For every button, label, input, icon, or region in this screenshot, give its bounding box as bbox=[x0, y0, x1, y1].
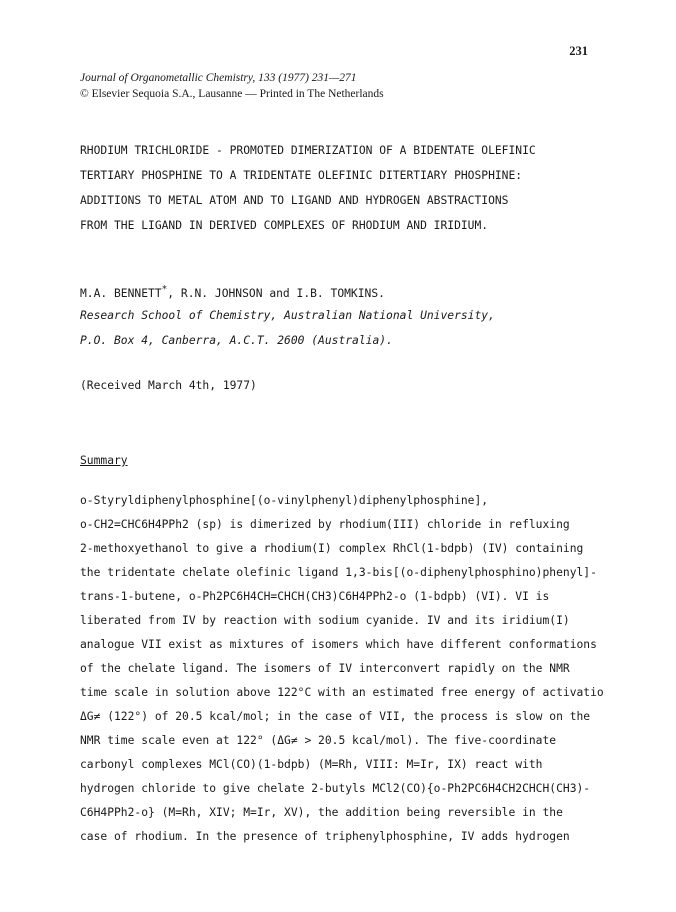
summary-line: the tridentate chelate olefinic ligand 1,3-bis[(o-diphenylphosphino)phenyl]- bbox=[80, 566, 597, 579]
affiliation-line-2: P.O. Box 4, Canberra, A.C.T. 2600 (Australia). bbox=[80, 334, 393, 347]
summary-line: C6H4PPh2-o} (M=Rh, XIV; M=Ir, XV), the addition being reversible in the bbox=[80, 806, 563, 819]
summary-line: NMR time scale even at 122° (ΔG≠ > 20.5 kcal/mol). The five-coordinate bbox=[80, 734, 557, 747]
summary-line: 2-methoxyethanol to give a rhodium(I) complex RhCl(1-bdpb) (IV) containing bbox=[80, 542, 584, 555]
title-line-4: FROM THE LIGAND IN DERIVED COMPLEXES OF RHODIUM AND IRIDIUM. bbox=[80, 219, 489, 232]
copyright-line: © Elsevier Sequoia S.A., Lausanne — Printed in The Netherlands bbox=[80, 88, 384, 100]
title-line-1: RHODIUM TRICHLORIDE - PROMOTED DIMERIZATION OF A BIDENTATE OLEFINIC bbox=[80, 144, 536, 157]
title-line-2: TERTIARY PHOSPHINE TO A TRIDENTATE OLEFINIC DITERTIARY PHOSPHINE: bbox=[80, 169, 523, 182]
summary-line: of the chelate ligand. The isomers of IV interconvert rapidly on the NMR bbox=[80, 662, 570, 675]
summary-line: ΔG≠ (122°) of 20.5 kcal/mol; in the case of VII, the process is slow on the bbox=[80, 710, 591, 723]
author-list bbox=[80, 284, 385, 300]
summary-line: time scale in solution above 122°C with an estimated free energy of activatio bbox=[80, 686, 604, 699]
summary-line: o-Styryldiphenylphosphine[(o-vinylphenyl)diphenylphosphine], bbox=[80, 494, 489, 507]
title-line-3: ADDITIONS TO METAL ATOM AND TO LIGAND AND HYDROGEN ABSTRACTIONS bbox=[80, 194, 509, 207]
page-number: 231 bbox=[569, 44, 588, 58]
received-date: (Received March 4th, 1977) bbox=[80, 379, 257, 392]
summary-line: trans-1-butene, o-Ph2PC6H4CH=CHCH(CH3)C6H4PPh2-o (1-bdpb) (VI). VI is bbox=[80, 590, 550, 603]
author-first: M.A. BENNETT bbox=[80, 286, 162, 300]
author-rest: , R.N. JOHNSON and I.B. TOMKINS. bbox=[167, 286, 385, 300]
affiliation-line-1: Research School of Chemistry, Australian National University, bbox=[80, 309, 495, 322]
summary-line: o-CH2=CHC6H4PPh2 (sp) is dimerized by rhodium(III) chloride in refluxing bbox=[80, 518, 570, 531]
summary-line: analogue VII exist as mixtures of isomers which have different conformations bbox=[80, 638, 597, 651]
summary-line: case of rhodium. In the presence of triphenylphosphine, IV adds hydrogen bbox=[80, 830, 570, 843]
summary-line: liberated from IV by reaction with sodium cyanide. IV and its iridium(I) bbox=[80, 614, 570, 627]
journal-citation: Journal of Organometallic Chemistry, 133 (1977) 231—271 bbox=[80, 72, 357, 84]
summary-heading: Summary bbox=[80, 454, 128, 467]
summary-line: hydrogen chloride to give chelate 2-butyls MCl2(CO){o-Ph2PC6H4CH2CHCH(CH3)- bbox=[80, 782, 591, 795]
summary-line: carbonyl complexes MCl(CO)(1-bdpb) (M=Rh, VIII: M=Ir, IX) react with bbox=[80, 758, 543, 771]
corresponding-author-mark: * bbox=[161, 284, 168, 295]
